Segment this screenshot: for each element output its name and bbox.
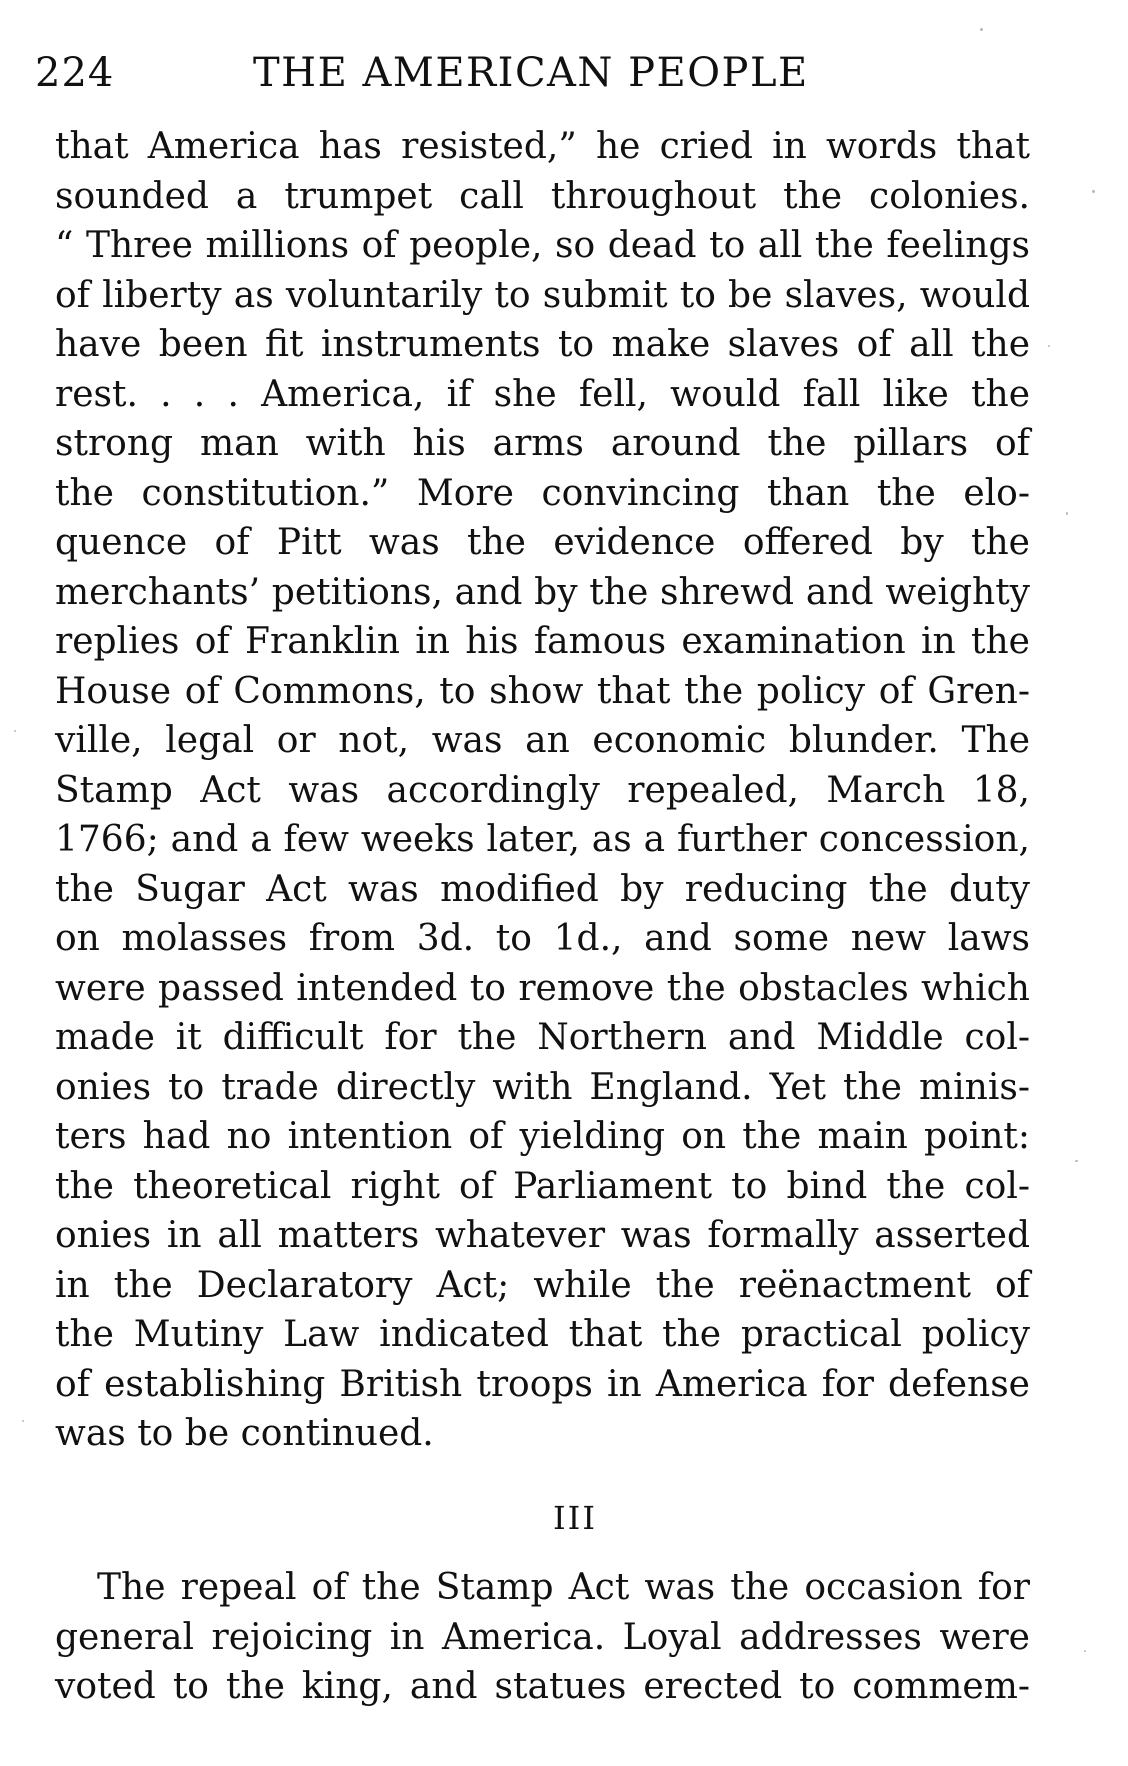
text-line: The repeal of the Stamp Act was the occasion for [97, 1567, 1030, 1608]
text-line: of liberty as voluntarily to submit to be slaves, would [55, 274, 1030, 316]
text-line: the constitution.” More convincing than the elo- [55, 472, 1030, 514]
text-line: in the Declaratory Act; while the reënactment of [55, 1264, 1030, 1306]
body-paragraph-2 [55, 1563, 1030, 1712]
text-line: on molasses from 3d. to 1d., and some new laws [55, 918, 1030, 959]
text-line: general rejoicing in America. Loyal addresses were [55, 1616, 1030, 1658]
text-line: “ Three millions of people, so dead to all the feelings [55, 225, 1030, 266]
text-line: the theoretical right of Parliament to bind the col- [55, 1165, 1030, 1207]
body-paragraph-1 [55, 122, 1030, 1459]
text-line: quence of Pitt was the evidence offered by the [55, 522, 1030, 563]
paper-speck [22, 1420, 24, 1422]
text-line: replies of Franklin in his famous examination in the [55, 621, 1030, 662]
text-line: ville, legal or not, was an economic blunder. The [55, 720, 1030, 761]
text-line: strong man with his arms around the pillars of [55, 423, 1030, 464]
text-line: ters had no intention of yielding on the main point: [55, 1116, 1030, 1157]
text-line: merchants’ petitions, and by the shrewd and weighty [55, 571, 1030, 613]
paper-speck [1075, 1160, 1078, 1162]
text-line: were passed intended to remove the obstacles which [55, 967, 1030, 1009]
text-line: made it difficult for the Northern and Middle col- [55, 1017, 1030, 1058]
text-line: voted to the king, and statues erected to commem- [55, 1666, 1030, 1707]
paper-speck [14, 730, 16, 732]
running-title: THE AMERICAN PEOPLE [253, 50, 809, 96]
text-line: of establishing British troops in America for defense [55, 1363, 1030, 1405]
text-line: House of Commons, to show that the policy of Gren- [55, 670, 1030, 712]
paper-speck [1092, 190, 1095, 193]
text-line: 1766; and a few weeks later, as a further concession, [55, 819, 1030, 860]
text-line: onies in all matters whatever was formally asserted [55, 1215, 1030, 1256]
paper-speck [1048, 345, 1050, 347]
section-heading: III [553, 1499, 597, 1537]
text-line: have been fit instruments to make slaves of all the [55, 324, 1030, 365]
text-line: the Mutiny Law indicated that the practical policy [55, 1314, 1030, 1355]
paper-speck [1066, 512, 1068, 515]
text-line: was to be continued. [55, 1413, 434, 1454]
text-line: onies to trade directly with England. Yet the minis- [55, 1066, 1030, 1108]
text-line: the Sugar Act was modified by reducing the duty [55, 868, 1030, 910]
page-number: 224 [35, 50, 115, 96]
text-line: Stamp Act was accordingly repealed, March 18, [55, 769, 1030, 811]
page-header [35, 48, 1045, 98]
text-line: that America has resisted,” he cried in words that [55, 126, 1030, 167]
text-line: sounded a trumpet call throughout the colonies. [55, 175, 1030, 217]
text-line: rest. . . . America, if she fell, would fall like the [55, 373, 1030, 415]
paper-speck [980, 28, 983, 31]
paper-speck [1084, 1650, 1086, 1652]
